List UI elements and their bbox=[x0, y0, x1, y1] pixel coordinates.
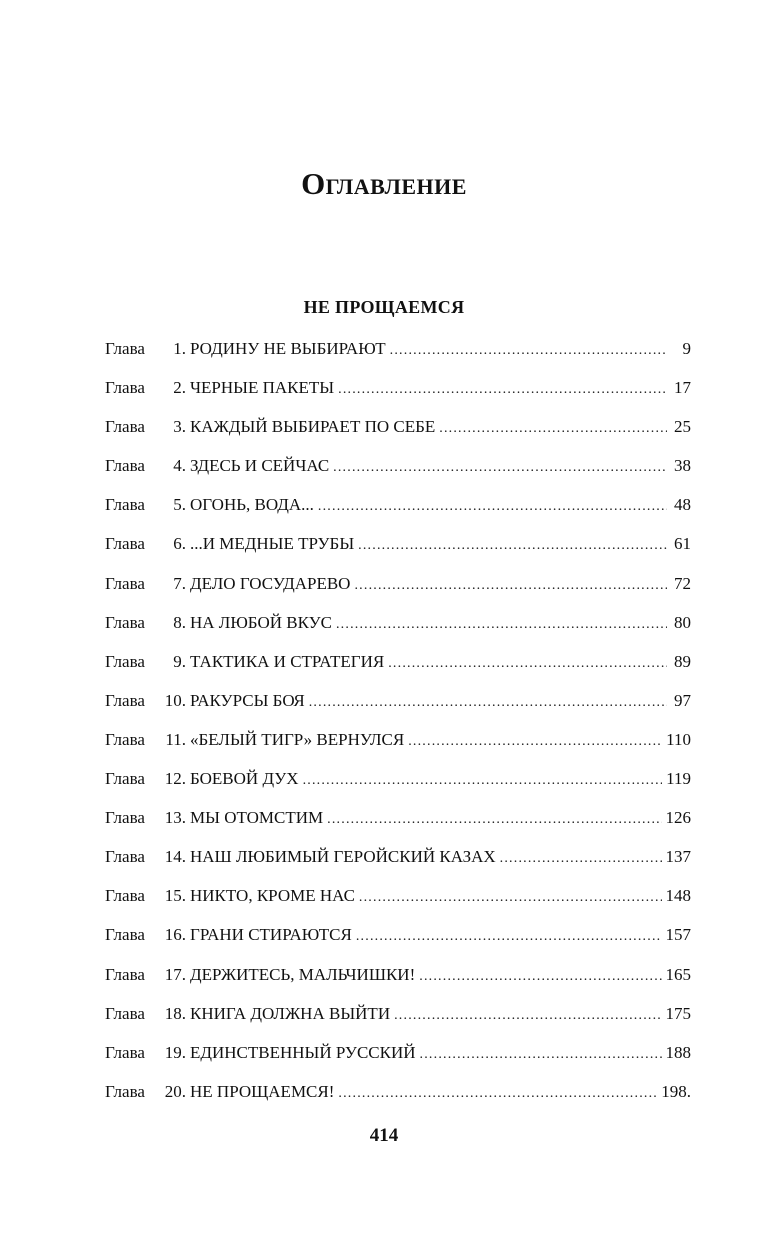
chapter-word: Глава bbox=[105, 534, 145, 554]
chapter-word: Глава bbox=[105, 573, 145, 593]
dot-leader bbox=[318, 499, 667, 515]
chapter-word: Глава bbox=[105, 925, 145, 945]
toc-entry bbox=[105, 808, 691, 847]
chapter-number: 18. bbox=[164, 1003, 186, 1023]
chapter-title: КНИГА ДОЛЖНА ВЫЙТИ bbox=[190, 1003, 391, 1023]
chapter-page: 38 bbox=[674, 456, 691, 476]
chapter-word: Глава bbox=[105, 847, 145, 867]
dot-leader bbox=[420, 1047, 662, 1063]
chapter-title: РОДИНУ НЕ ВЫБИРАЮТ bbox=[190, 339, 386, 358]
dot-leader bbox=[354, 578, 667, 594]
chapter-word: Глава bbox=[105, 612, 145, 632]
chapter-word: Глава bbox=[105, 729, 145, 749]
toc-entry bbox=[105, 691, 691, 730]
chapter-word: Глава bbox=[105, 417, 145, 437]
dot-leader bbox=[303, 773, 663, 789]
dot-leader bbox=[390, 343, 667, 359]
chapter-word: Глава bbox=[105, 886, 145, 906]
chapter-page: 25 bbox=[674, 417, 691, 437]
chapter-title: ЧЕРНЫЕ ПАКЕТЫ bbox=[190, 378, 335, 398]
chapter-title: НЕ ПРОЩАЕМСЯ! bbox=[190, 1081, 335, 1101]
chapter-word: Глава bbox=[105, 964, 145, 984]
dot-leader bbox=[333, 460, 667, 476]
chapter-word: Глава bbox=[105, 1081, 145, 1101]
chapter-title: ДЕРЖИТЕСЬ, МАЛЬЧИШКИ! bbox=[190, 964, 416, 984]
chapter-number: 9. bbox=[173, 651, 186, 671]
chapter-number: 19. bbox=[164, 1042, 186, 1062]
dot-leader bbox=[356, 929, 662, 945]
chapter-word: Глава bbox=[105, 456, 145, 476]
chapter-title: ГРАНИ СТИРАЮТСЯ bbox=[190, 925, 352, 945]
chapter-number: 10. bbox=[164, 690, 186, 710]
chapter-word: Глава bbox=[105, 769, 145, 789]
dot-leader bbox=[394, 1008, 661, 1024]
chapter-page: 48 bbox=[674, 495, 691, 515]
chapter-title: ...И МЕДНЫЕ ТРУБЫ bbox=[190, 534, 355, 554]
dot-leader bbox=[327, 812, 661, 828]
toc-entry bbox=[105, 1043, 691, 1082]
dot-leader bbox=[338, 1086, 657, 1102]
chapter-title: КАЖДЫЙ ВЫБИРАЕТ ПО СЕБЕ bbox=[190, 417, 436, 437]
chapter-title: БОЕВОЙ ДУХ bbox=[190, 769, 299, 789]
toc-entry bbox=[105, 378, 691, 417]
chapter-number: 11. bbox=[165, 729, 186, 749]
chapter-title: ДЕЛО ГОСУДАРЕВО bbox=[190, 573, 351, 593]
chapter-number: 12. bbox=[164, 769, 186, 789]
chapter-number: 2. bbox=[173, 378, 186, 398]
toc-entry bbox=[105, 965, 691, 1004]
chapter-number: 7. bbox=[173, 573, 186, 593]
table-of-contents bbox=[105, 339, 691, 1121]
toc-entry bbox=[105, 886, 691, 925]
chapter-page: 72 bbox=[674, 573, 691, 593]
chapter-number: 6. bbox=[173, 534, 186, 554]
toc-entry bbox=[105, 1082, 691, 1121]
toc-entry bbox=[105, 925, 691, 964]
chapter-page: 188 bbox=[665, 1042, 691, 1062]
chapter-page: 119 bbox=[666, 769, 691, 789]
chapter-page: 157 bbox=[665, 925, 691, 945]
chapter-page: 110 bbox=[666, 729, 691, 749]
dot-leader bbox=[419, 969, 661, 985]
chapter-page: 148 bbox=[665, 886, 691, 906]
chapter-word: Глава bbox=[105, 690, 145, 710]
toc-entry bbox=[105, 417, 691, 456]
chapter-word: Глава bbox=[105, 1003, 145, 1023]
chapter-number: 8. bbox=[173, 612, 186, 632]
chapter-number: 20. bbox=[164, 1081, 186, 1101]
dot-leader bbox=[336, 617, 667, 633]
toc-entry bbox=[105, 495, 691, 534]
dot-leader bbox=[338, 382, 667, 398]
toc-entry bbox=[105, 1004, 691, 1043]
dot-leader bbox=[358, 538, 667, 554]
toc-entry bbox=[105, 456, 691, 495]
chapter-number: 1. bbox=[173, 339, 186, 358]
chapter-word: Глава bbox=[105, 339, 145, 358]
chapter-title: ТАКТИКА И СТРАТЕГИЯ bbox=[190, 651, 385, 671]
chapter-page: 9 bbox=[682, 339, 691, 358]
dot-leader bbox=[500, 851, 662, 867]
page-number: 414 bbox=[369, 1125, 399, 1146]
chapter-word: Глава bbox=[105, 378, 145, 398]
toc-entry bbox=[105, 730, 691, 769]
chapter-page: 198. bbox=[661, 1081, 691, 1101]
toc-entry bbox=[105, 769, 691, 808]
toc-entry bbox=[105, 613, 691, 652]
dot-leader bbox=[309, 695, 667, 711]
chapter-number: 3. bbox=[173, 417, 186, 437]
dot-leader bbox=[359, 890, 662, 906]
chapter-title: ЕДИНСТВЕННЫЙ РУССКИЙ bbox=[190, 1042, 416, 1062]
chapter-number: 5. bbox=[173, 495, 186, 515]
chapter-page: 165 bbox=[665, 964, 691, 984]
toc-entry bbox=[105, 339, 691, 378]
chapter-word: Глава bbox=[105, 1042, 145, 1062]
chapter-title: ЗДЕСЬ И СЕЙЧАС bbox=[190, 456, 330, 476]
chapter-title: ОГОНЬ, ВОДА... bbox=[190, 495, 314, 515]
chapter-number: 4. bbox=[173, 456, 186, 476]
chapter-page: 126 bbox=[665, 808, 691, 828]
chapter-page: 89 bbox=[674, 651, 691, 671]
chapter-title: НИКТО, КРОМЕ НАС bbox=[190, 886, 355, 906]
chapter-page: 137 bbox=[665, 847, 691, 867]
dot-leader bbox=[388, 656, 667, 672]
chapter-page: 61 bbox=[674, 534, 691, 554]
dot-leader bbox=[439, 421, 667, 437]
chapter-page: 80 bbox=[674, 612, 691, 632]
page-title: Оглавление bbox=[301, 165, 467, 201]
chapter-page: 17 bbox=[674, 378, 691, 398]
section-title: НЕ ПРОЩАЕМСЯ bbox=[303, 297, 465, 317]
toc-entry bbox=[105, 847, 691, 886]
chapter-title: МЫ ОТОМСТИМ bbox=[190, 808, 324, 828]
chapter-number: 14. bbox=[164, 847, 186, 867]
chapter-word: Глава bbox=[105, 651, 145, 671]
chapter-number: 15. bbox=[164, 886, 186, 906]
chapter-page: 175 bbox=[665, 1003, 691, 1023]
chapter-title: НА ЛЮБОЙ ВКУС bbox=[190, 612, 332, 632]
chapter-number: 13. bbox=[164, 808, 186, 828]
toc-entry bbox=[105, 534, 691, 573]
chapter-word: Глава bbox=[105, 808, 145, 828]
chapter-number: 16. bbox=[164, 925, 186, 945]
chapter-title: «БЕЛЫЙ ТИГР» ВЕРНУЛСЯ bbox=[190, 729, 405, 749]
chapter-page: 97 bbox=[674, 690, 691, 710]
chapter-title: НАШ ЛЮБИМЫЙ ГЕРОЙСКИЙ КАЗАХ bbox=[190, 847, 496, 867]
chapter-word: Глава bbox=[105, 495, 145, 515]
dot-leader bbox=[408, 734, 662, 750]
toc-entry bbox=[105, 652, 691, 691]
toc-entry bbox=[105, 574, 691, 613]
chapter-number: 17. bbox=[164, 964, 186, 984]
chapter-title: РАКУРСЫ БОЯ bbox=[190, 690, 305, 710]
